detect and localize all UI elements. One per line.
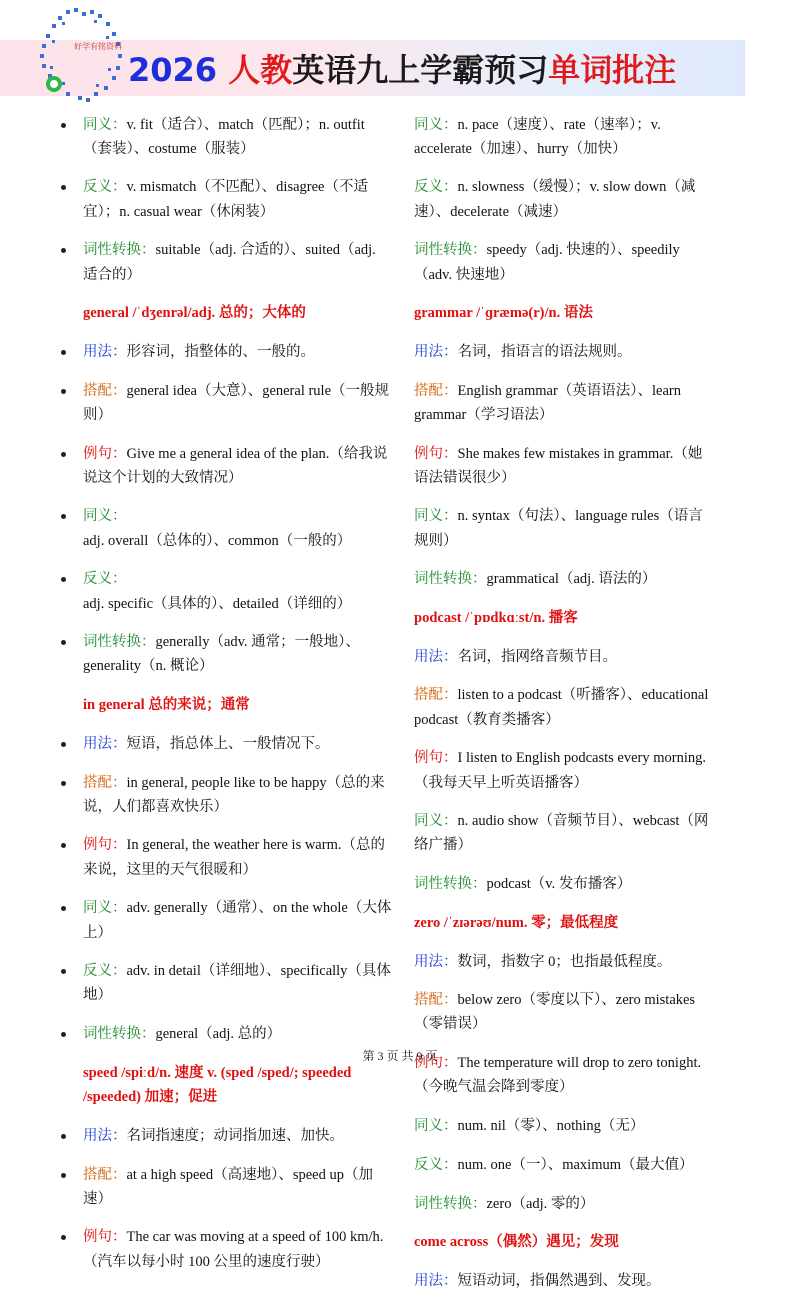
list-item: 例句：Give me a general idea of the plan.（给我说说这个计划的大致情况） bbox=[59, 442, 393, 490]
list-item: 搭配：below zero（零度以下）、zero mistakes（零错误） bbox=[414, 992, 696, 1033]
list-item: 搭配：listen to a podcast（听播客）、educational podcast（教育类播客） bbox=[414, 687, 709, 728]
list-item: 反义：adv. in detail（详细地）、specifically（具体地） bbox=[59, 959, 393, 1007]
list-item: 反义：adj. specific（具体的）、detailed（详细的） bbox=[59, 567, 393, 615]
list-item: 搭配：in general, people like to be happy（总的来说，人们都喜欢快乐） bbox=[59, 771, 393, 819]
list-item: 词性转换：general（adj. 总的） bbox=[59, 1022, 393, 1046]
list-item: 同义：n. syntax（句法）、language rules（语言规则） bbox=[414, 508, 703, 549]
list-item: 例句：In general, the weather here is warm.（总的来说，这里的天气很暖和） bbox=[59, 833, 393, 881]
entry-heading-in-general: in general 总的来说；通常 bbox=[83, 697, 250, 714]
entry-heading-zero: zero /ˈzɪərəʊ/num. 零；最低程度 bbox=[414, 914, 619, 931]
logo bbox=[22, 6, 130, 106]
list-item: 反义：n. slowness（缓慢）；v. slow down（减速）、decelerate（减速） bbox=[414, 179, 696, 220]
entry-heading-speed: speed /spiːd/n. 速度 v. (sped /sped/; speeded /speeded) 加速；促进 bbox=[83, 1064, 352, 1106]
title-main: 英语九上学霸预习 bbox=[292, 51, 549, 89]
list-item: 用法：数词，指数字 0；也指最低程度。 bbox=[414, 953, 672, 970]
list-item: 用法：短语动词，指偶然遇到、发现。 bbox=[414, 1272, 661, 1289]
list-item: 用法：名词，指语言的语法规则。 bbox=[414, 343, 632, 360]
list-item: 例句：The car was moving at a speed of 100 km/h.（汽车以每小时 100 公里的速度行驶） bbox=[59, 1225, 393, 1273]
page-title bbox=[128, 48, 676, 92]
list-item: 同义：adv. generally（通常）、on the whole（大体上） bbox=[59, 896, 393, 944]
list-item: 用法：短语，指总体上、一般情况下。 bbox=[59, 732, 393, 756]
list-item: 同义：adj. overall（总体的）、common（一般的） bbox=[59, 504, 393, 552]
list-item: 搭配：general idea（大意）、general rule（一般规则） bbox=[59, 379, 393, 427]
list-item: 词性转换：generally（adv. 通常；一般地）、generality（n. 概论） bbox=[59, 630, 393, 678]
list-item: 例句：The temperature will drop to zero tonight.（今晚气温会降到零度） bbox=[414, 1055, 702, 1096]
list-item: 同义：n. audio show（音频节目）、webcast（网络广播） bbox=[414, 813, 709, 854]
logo-text: 好学有铭资料 bbox=[74, 42, 122, 51]
list-item: 词性转换：grammatical（adj. 语法的） bbox=[414, 571, 657, 588]
title-suffix: 单词批注 bbox=[548, 51, 677, 89]
list-item: 用法：形容词，指整体的、一般的。 bbox=[59, 340, 393, 364]
list-item: 同义：n. pace（速度）、rate（速率）；v. accelerate（加速）、hurry（加快） bbox=[414, 116, 661, 157]
entry-heading-general: general /ˈdʒenrəl/adj. 总的；大体的 bbox=[83, 305, 306, 322]
list-item: 同义：num. nil（零）、nothing（无） bbox=[414, 1118, 645, 1135]
list-item: 词性转换：zero（adj. 零的） bbox=[414, 1195, 595, 1212]
list-item: 词性转换：speedy（adj. 快速的）、speedily（adv. 快速地） bbox=[414, 242, 680, 283]
entry-heading-come-across: come across（偶然）遇见；发现 bbox=[414, 1234, 619, 1251]
list-item: 搭配：at a high speed（高速地）、speed up（加速） bbox=[59, 1163, 393, 1211]
title-year: 2026 bbox=[128, 51, 229, 89]
list-item: 例句：I listen to English podcasts every morning.（我每天早上听英语播客） bbox=[414, 750, 706, 791]
list-item: 用法：名词指速度；动词指加速、加快。 bbox=[59, 1124, 393, 1148]
list-item: 搭配：English grammar（英语语法）、learn grammar（学习语法） bbox=[414, 382, 681, 423]
qr-logo-icon bbox=[22, 6, 130, 106]
list-item: 同义：v. fit（适合）、match（匹配）；n. outfit（套装）、costume（服装） bbox=[59, 113, 393, 161]
list-item: 反义：num. one（一）、maximum（最大值） bbox=[414, 1156, 694, 1173]
list-item: 词性转换：suitable（adj. 合适的）、suited（adj. 适合的） bbox=[59, 238, 393, 286]
entry-heading-podcast: podcast /ˈpɒdkɑːst/n. 播客 bbox=[414, 610, 578, 627]
page-footer: 第 3 页 共 9 页 bbox=[362, 1049, 438, 1063]
title-publisher: 人教 bbox=[228, 51, 293, 89]
right-column bbox=[414, 98, 714, 1308]
list-item: 反义：v. mismatch（不匹配）、disagree（不适宜）；n. casual wear（休闲装） bbox=[59, 175, 393, 223]
list-item: 词性转换：podcast（v. 发布播客） bbox=[414, 876, 632, 893]
left-column bbox=[83, 98, 393, 1288]
list-item: 用法：名词，指网络音频节目。 bbox=[414, 648, 617, 665]
list-item: 例句：She makes few mistakes in grammar.（她语法错误很少） bbox=[414, 445, 703, 486]
entry-heading-grammar: grammar /ˈɡræmə(r)/n. 语法 bbox=[414, 305, 593, 322]
